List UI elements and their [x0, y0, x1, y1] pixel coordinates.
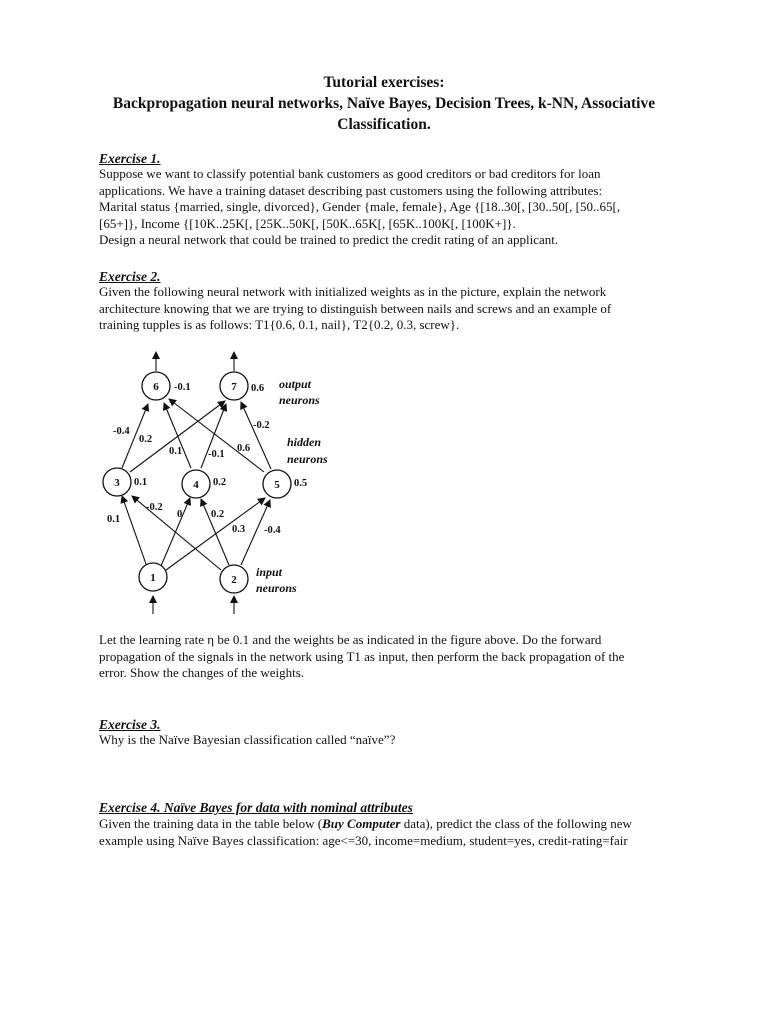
exercise-4-line-1: [99, 816, 689, 833]
output-layer-label-line-1: output: [279, 377, 312, 391]
exercise-3-heading: Exercise 3.: [99, 717, 161, 732]
input-layer-label-line-2: neurons: [256, 581, 297, 595]
exercise-4-line-1-end: data), predict the class of the following new: [400, 816, 632, 831]
weight-4-7-label: -0.1: [208, 449, 225, 460]
weight-1-5-label: 0.2: [211, 509, 225, 520]
exercise-1-line: Design a neural network that could be trained to predict the credit rating of an applicant.: [99, 232, 559, 247]
exercise-2-heading: Exercise 2.: [99, 269, 161, 284]
hidden-layer-label-line-1: hidden: [287, 435, 322, 449]
neuron-5-label: 5: [274, 479, 280, 491]
exercise-4-subheading: Naïve Bayes for data with nominal attributes: [163, 800, 413, 815]
neuron-1-label: 1: [150, 572, 156, 584]
weight-5-6-label: 0.6: [237, 443, 251, 454]
neuron-2-label: 2: [231, 574, 237, 586]
edge-1-3: [122, 496, 146, 564]
exercise-4-line-1-start: Given the training data in the table below (: [99, 816, 323, 831]
exercise-4-heading: [99, 799, 413, 816]
weight-2-4-label: 0.3: [232, 524, 246, 535]
exercise-1-body: [99, 166, 689, 249]
weight-4-6-label: 0.1: [169, 446, 183, 457]
weight-2-3-label: 0: [177, 509, 183, 520]
edge-5-7: [241, 402, 271, 469]
buy-computer-label: Buy Computer: [322, 816, 401, 831]
neuron-4-label: 4: [193, 479, 199, 491]
weight-2-5-label: -0.4: [264, 525, 281, 536]
exercise-2-after-line: propagation of the signals in the network using T1 as input, then perform the back propagation of the: [99, 648, 625, 664]
neuron-3-label: 3: [114, 477, 120, 489]
exercise-3-body: [99, 732, 689, 749]
neuron-6-label: 6: [153, 381, 159, 393]
weight-1-3-label: 0.1: [107, 514, 121, 525]
bias-3-label: 0.1: [134, 477, 148, 488]
weight-5-7-label: -0.2: [253, 420, 270, 431]
weight-1-4-label: -0.2: [146, 502, 163, 513]
output-layer-label-line-2: neurons: [279, 393, 320, 407]
exercise-4-line-2: example using Naïve Bayes classification: age<=30, income=medium, student=yes, credit-rating=fair: [99, 832, 628, 848]
exercise-4-number: Exercise 4.: [99, 800, 161, 815]
bias-4-label: 0.2: [213, 477, 227, 488]
exercise-2-line: architecture knowing that we are trying to distinguish between nails and screws and an example of: [99, 300, 612, 316]
exercise-1-heading: Exercise 1.: [99, 151, 161, 166]
bias-6-label: -0.1: [174, 382, 191, 393]
neural-network-diagram: [90, 346, 350, 618]
exercise-2-line: training tupples is as follows: T1{0.6, 0.1, nail}, T2{0.2, 0.3, screw}.: [99, 317, 460, 332]
neuron-7-label: 7: [231, 381, 237, 393]
weight-3-7-label: 0.2: [139, 434, 153, 445]
exercise-3-line: Why is the Naïve Bayesian classification called “naïve”?: [99, 732, 396, 747]
exercise-2-after-line: error. Show the changes of the weights.: [99, 665, 305, 680]
weight-3-6-label: -0.4: [113, 426, 130, 437]
document-title-line-2: Backpropagation neural networks, Naïve Bayes, Decision Trees, k-NN, Associative: [112, 95, 656, 112]
exercise-4-body: [99, 816, 689, 849]
exercise-1-line: [65+]}, Income {[10K..25K[, [25K..50K[, [50K..65K[, [65K..100K[, [100K+]}.: [99, 215, 516, 231]
input-layer-label-line-1: input: [256, 565, 283, 579]
exercise-2-line: Given the following neural network with initialized weights as in the picture, explain the network: [99, 284, 607, 299]
bias-7-label: 0.6: [251, 383, 265, 394]
exercise-2-continued: [99, 632, 689, 682]
exercise-2-after-line: Let the learning rate η be 0.1 and the weights be as indicated in the figure above. Do the forward: [99, 632, 602, 647]
edge-5-6: [169, 399, 264, 472]
exercise-1-line: Suppose we want to classify potential bank customers as good creditors or bad creditors for loan: [99, 166, 601, 181]
exercise-1-line: applications. We have a training dataset describing past customers using the following attributes:: [99, 182, 603, 198]
bias-5-label: 0.5: [294, 478, 308, 489]
document-title-line-1: Tutorial exercises:: [323, 74, 445, 91]
exercise-2-body: [99, 284, 689, 334]
document-title-line-3: Classification.: [337, 116, 431, 133]
hidden-layer-label-line-2: neurons: [287, 452, 328, 466]
exercise-1-line: Marital status {married, single, divorced}, Gender {male, female}, Age {[18..30[, [30..50[, [50..65[,: [99, 199, 621, 214]
